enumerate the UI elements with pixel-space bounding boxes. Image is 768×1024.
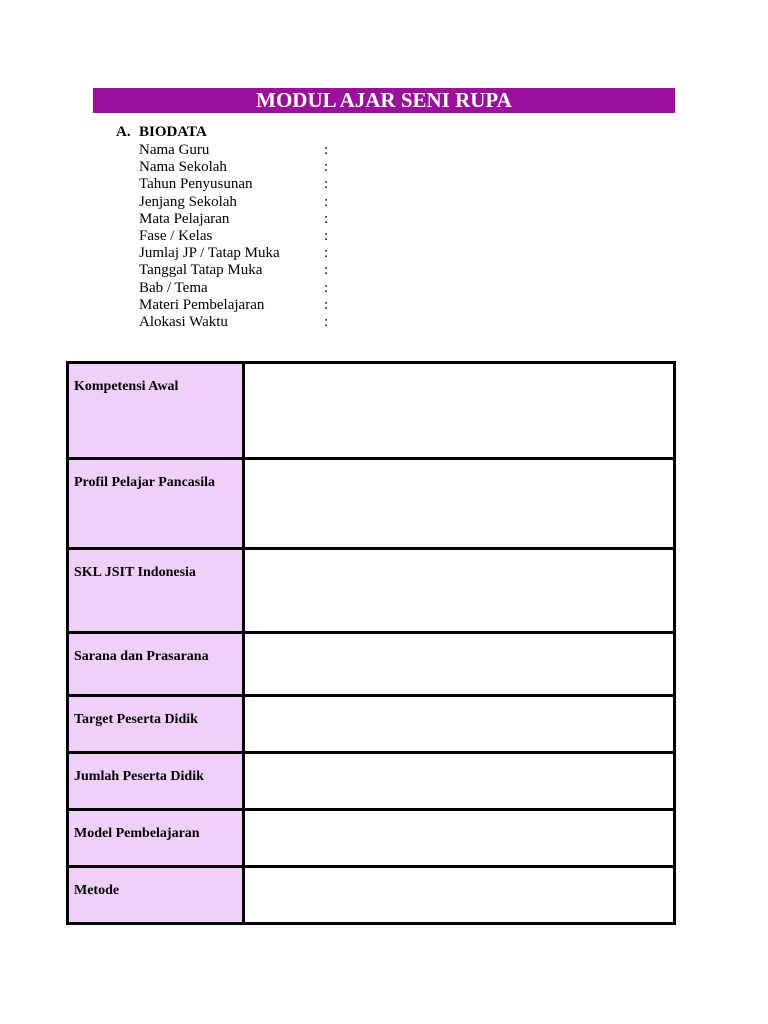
- row-label: Model Pembelajaran: [68, 810, 244, 867]
- table-row: [68, 633, 675, 696]
- table-row: [68, 696, 675, 753]
- row-value: [244, 867, 675, 924]
- field-label: Jumlaj JP / Tatap Muka: [139, 245, 280, 262]
- section-heading: [116, 124, 416, 141]
- row-label: Metode: [68, 867, 244, 924]
- field-separator: :: [324, 159, 329, 176]
- field-label: Nama Sekolah: [139, 159, 227, 176]
- field-label: Mata Pelajaran: [139, 210, 230, 227]
- row-label: Sarana dan Prasarana: [68, 633, 244, 696]
- biodata-section: [116, 124, 416, 331]
- field-label: Bab / Tema: [139, 279, 208, 296]
- document-title: MODUL AJAR SENI RUPA: [93, 88, 675, 113]
- field-nama-sekolah: [116, 159, 416, 176]
- field-label: Materi Pembelajaran: [139, 296, 265, 313]
- field-label: Jenjang Sekolah: [139, 193, 237, 210]
- table-row: [68, 363, 675, 459]
- section-title: BIODATA: [139, 124, 207, 140]
- row-value: [244, 633, 675, 696]
- field-jenjang-sekolah: [116, 194, 416, 211]
- module-table: [66, 361, 676, 925]
- row-label: Jumlah Peserta Didik: [68, 753, 244, 810]
- table-row: [68, 459, 675, 549]
- field-label: Fase / Kelas: [139, 227, 213, 244]
- field-separator: :: [324, 193, 329, 210]
- table-row: [68, 810, 675, 867]
- table-row: [68, 753, 675, 810]
- field-separator: :: [324, 313, 329, 330]
- field-separator: :: [324, 176, 329, 193]
- row-value: [244, 810, 675, 867]
- field-separator: :: [324, 142, 329, 158]
- row-label: Kompetensi Awal: [68, 363, 244, 459]
- field-bab-tema: [116, 280, 416, 297]
- field-separator: :: [324, 245, 329, 262]
- field-separator: :: [324, 296, 329, 313]
- section-number: A.: [116, 124, 131, 140]
- row-label: Target Peserta Didik: [68, 696, 244, 753]
- table-row: [68, 549, 675, 633]
- field-tahun-penyusunan: [116, 176, 416, 193]
- field-label: Tahun Penyusunan: [139, 176, 253, 193]
- field-mata-pelajaran: [116, 211, 416, 228]
- field-label: Nama Guru: [139, 142, 210, 158]
- field-separator: :: [324, 227, 329, 244]
- row-value: [244, 459, 675, 549]
- table-row: [68, 867, 675, 924]
- field-tanggal-tatap-muka: [116, 262, 416, 279]
- field-jumlah-jp: [116, 245, 416, 262]
- row-label: SKL JSIT Indonesia: [68, 549, 244, 633]
- field-separator: :: [324, 279, 329, 296]
- field-label: Alokasi Waktu: [139, 313, 228, 330]
- field-label: Tanggal Tatap Muka: [139, 262, 263, 279]
- field-nama-guru: [116, 142, 416, 159]
- field-materi-pembelajaran: [116, 297, 416, 314]
- field-separator: :: [324, 262, 329, 279]
- row-value: [244, 696, 675, 753]
- field-fase-kelas: [116, 228, 416, 245]
- row-value: [244, 753, 675, 810]
- field-separator: :: [324, 210, 329, 227]
- row-value: [244, 363, 675, 459]
- row-value: [244, 549, 675, 633]
- field-alokasi-waktu: [116, 314, 416, 331]
- row-label: Profil Pelajar Pancasila: [68, 459, 244, 549]
